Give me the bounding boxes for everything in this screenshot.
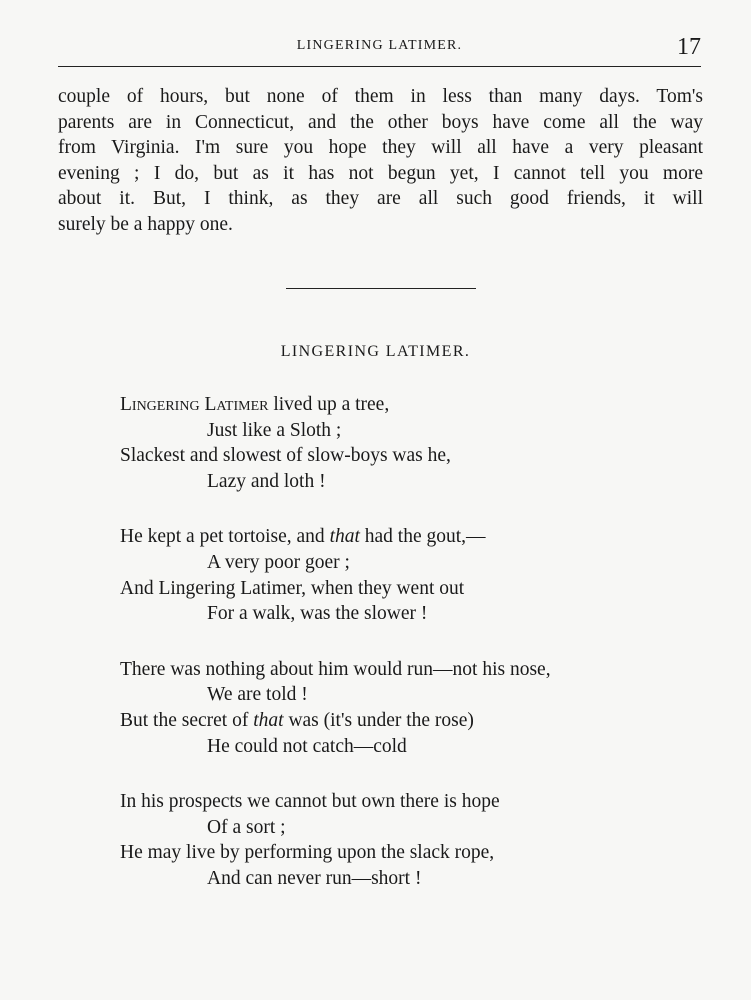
italic-word: that	[253, 709, 284, 731]
section-divider	[286, 288, 476, 289]
stanza	[120, 524, 640, 626]
verse-text: had the gout,—	[359, 526, 486, 548]
verse-text: lived up a tree,	[268, 394, 390, 415]
prose-line: about it. But, I think, as they are all such good friends, it will	[58, 188, 703, 210]
verse-line: He could not catch—cold	[207, 735, 407, 757]
verse-text: But the secret of	[120, 709, 254, 731]
verse-line	[120, 708, 640, 734]
italic-word: that	[329, 526, 360, 548]
verse-line: Of a sort ;	[207, 816, 286, 838]
verse-line: We are told !	[207, 684, 308, 706]
poem-title: LINGERING LATIMER.	[280, 343, 471, 360]
header-rule	[58, 66, 701, 67]
poem	[120, 392, 640, 922]
verse-line	[120, 392, 640, 418]
verse-line: And can never run—short !	[207, 867, 422, 889]
page-number: 17	[677, 34, 701, 60]
verse-text: He kept a pet tortoise, and	[120, 526, 330, 548]
verse-line: Just like a Sloth ;	[207, 419, 342, 441]
stanza	[120, 789, 640, 891]
running-head	[58, 34, 701, 64]
stanza	[120, 392, 640, 494]
prose-line: couple of hours, but none of them in less than many days. Tom's	[58, 86, 703, 107]
name-smallcaps: Lingering Latimer	[120, 394, 269, 415]
verse-line: A very poor goer ;	[207, 551, 350, 573]
prose-line: parents are in Connecticut, and the other boys have come all the way	[58, 111, 703, 133]
prose-line: surely be a happy one.	[58, 213, 233, 235]
stanza	[120, 657, 640, 759]
prose-paragraph	[58, 84, 703, 238]
verse-line: For a walk, was the slower !	[207, 603, 428, 625]
verse-line: There was nothing about him would run—not his nose,	[120, 658, 551, 680]
running-title: LINGERING LATIMER.	[296, 38, 463, 53]
verse-line: And Lingering Latimer, when they went out	[120, 577, 465, 599]
verse-line: In his prospects we cannot but own there is hope	[120, 791, 500, 813]
verse-line: He may live by performing upon the slack rope,	[120, 842, 495, 864]
verse-line: Lazy and loth !	[207, 470, 326, 492]
prose-line: evening ; I do, but as it has not begun yet, I cannot tell you more	[58, 162, 703, 184]
verse-line	[120, 524, 640, 550]
verse-line: Slackest and slowest of slow-boys was he,	[120, 445, 451, 467]
prose-line: from Virginia. I'm sure you hope they will all have a very pleasant	[58, 137, 703, 159]
verse-text: was (it's under the rose)	[283, 709, 474, 731]
